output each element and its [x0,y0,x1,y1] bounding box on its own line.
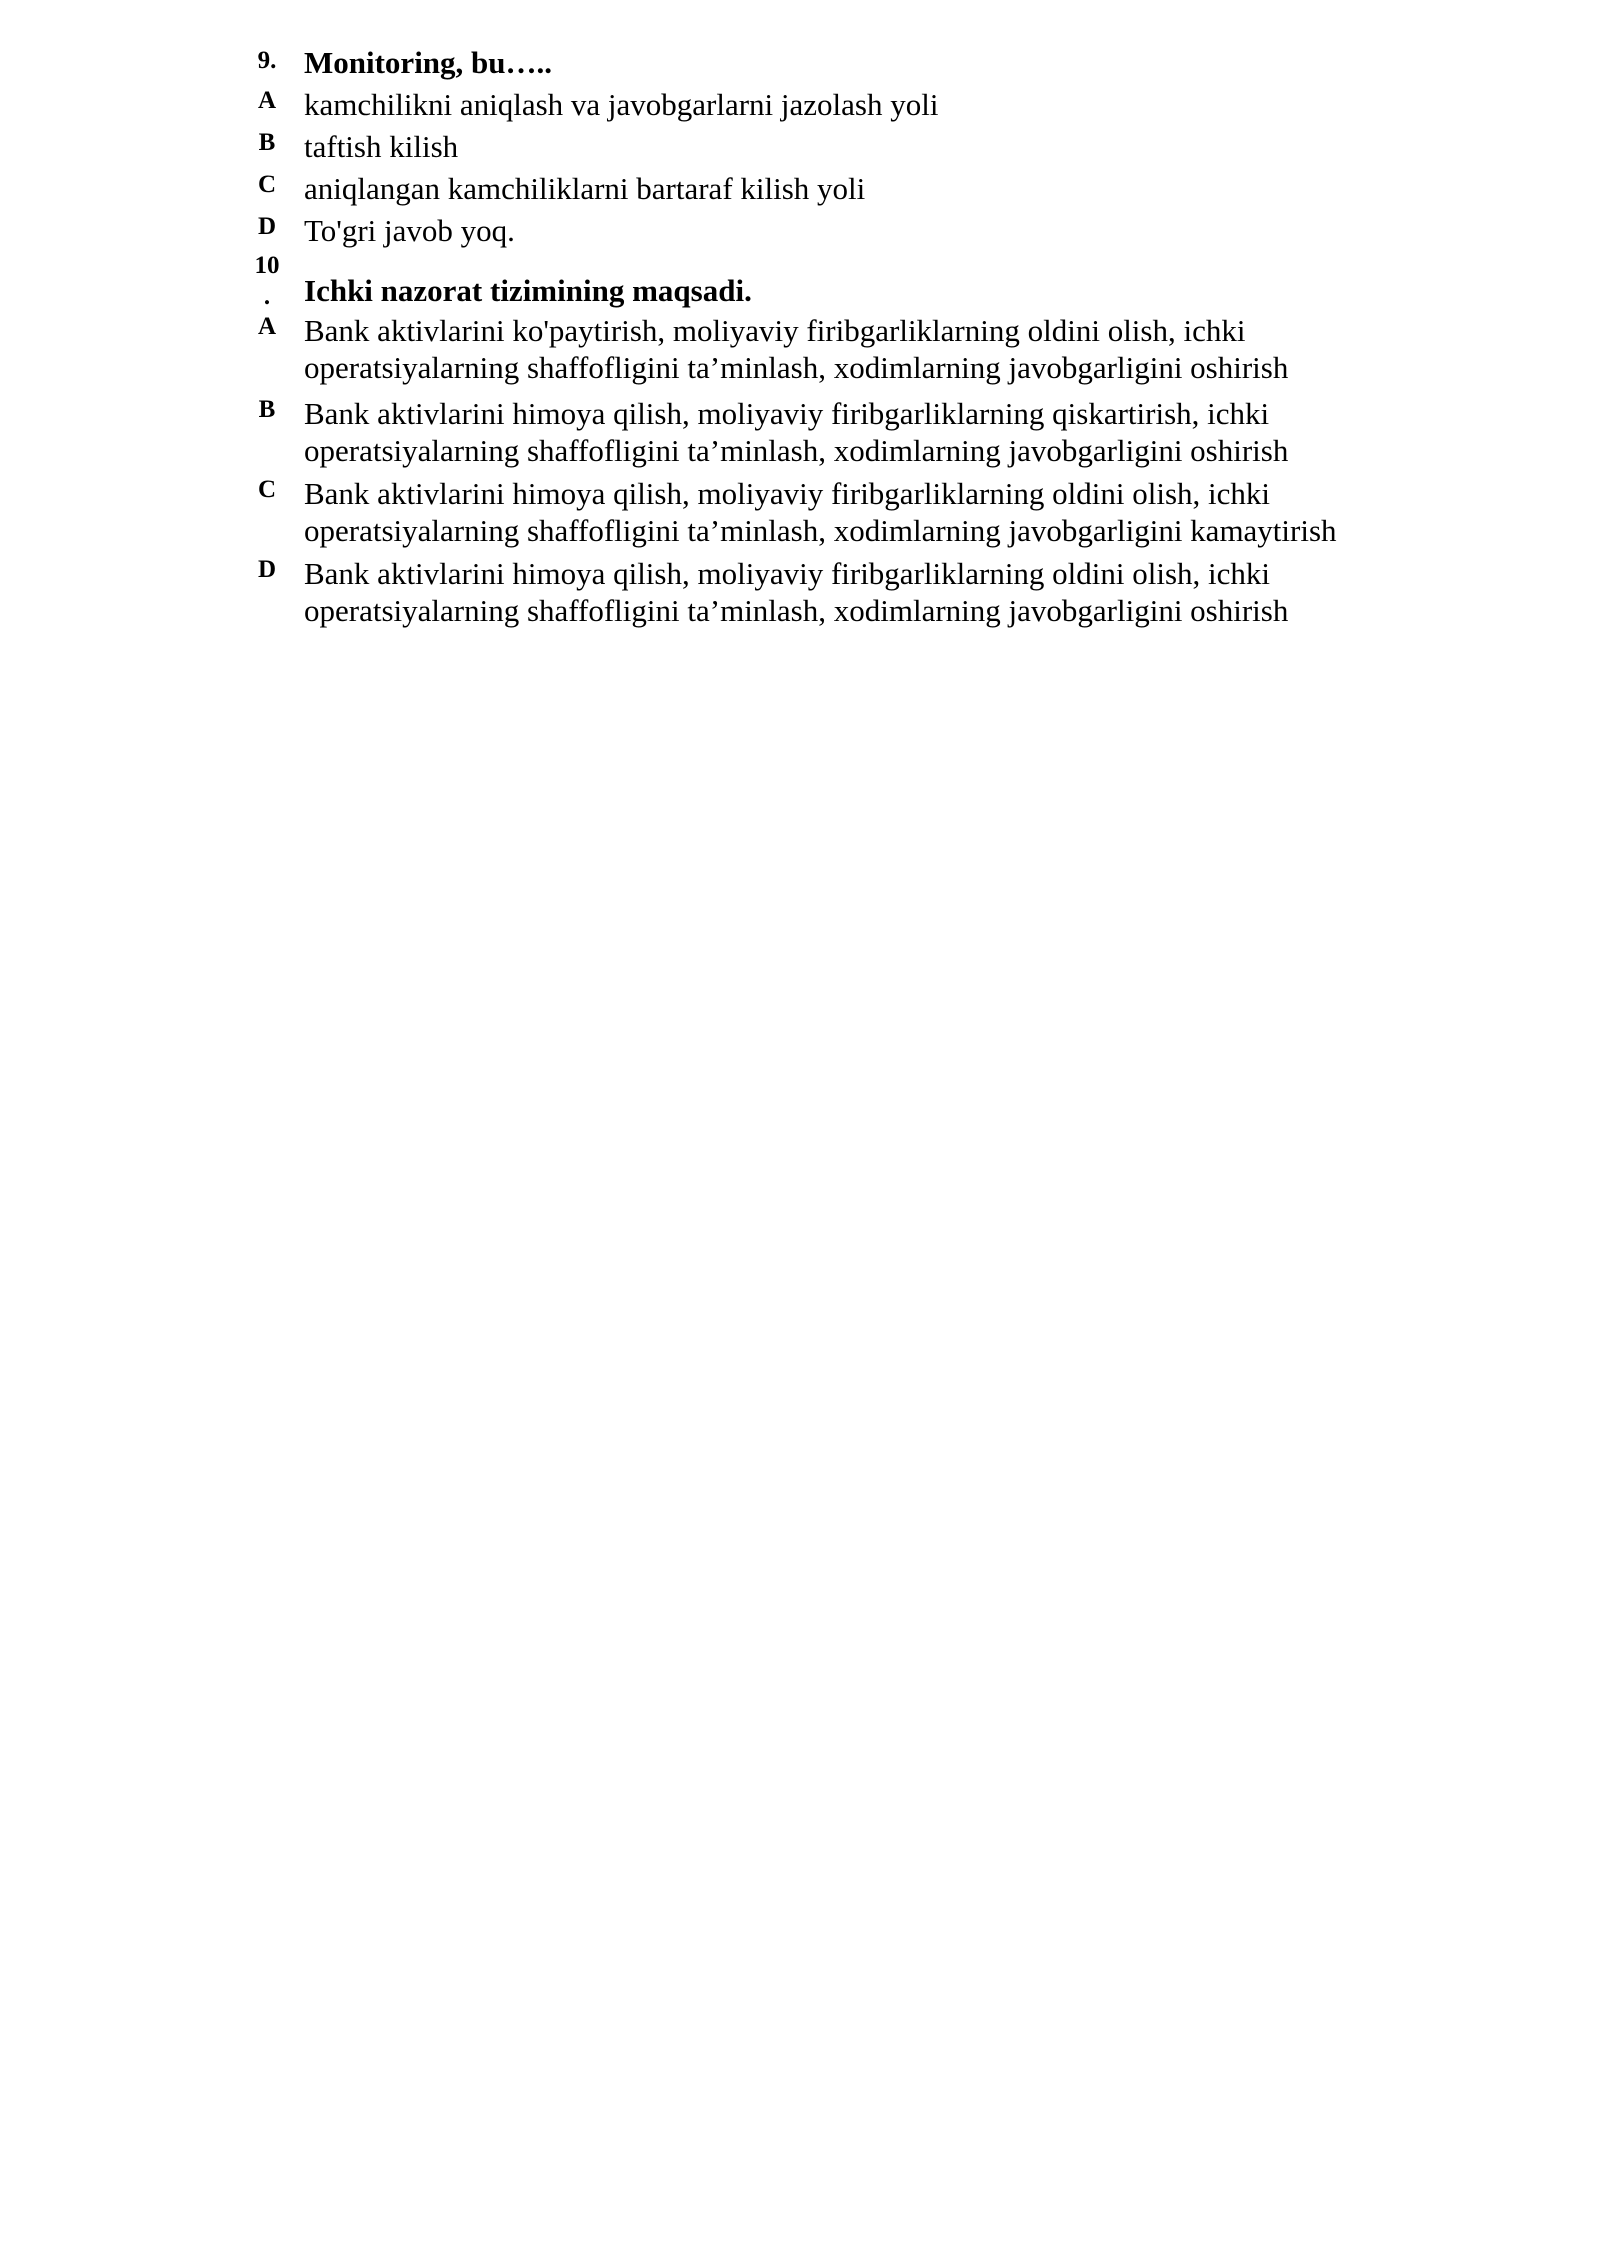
option-label: B [258,129,276,156]
option-text: Bank aktivlarini himoya qilish, moliyaviy firibgarliklarning oldini olish, ichki operatsiyalarning shaffofligini ta’minlash, xodimlarning javobgarligini kamaytirish [304,476,1337,548]
answer-option-a [230,312,1380,386]
option-text: aniqlangan kamchiliklarni bartaraf kilish yoli [304,171,866,206]
question-number: 10 . [254,252,280,310]
answer-option-b [230,395,1380,469]
question-9 [230,44,1380,249]
question-stem [230,44,1380,81]
option-label: C [257,476,277,503]
question-text: Monitoring, bu….. [304,45,553,80]
option-text: Bank aktivlarini ko'paytirish, moliyaviy firibgarliklarning oldini olish, ichki operatsiyalarning shaffofligini ta’minlash, xodimlarning javobgarligini oshirish [304,313,1289,385]
option-label: A [257,313,277,340]
option-label: D [257,213,277,240]
answer-option-d [230,212,1380,249]
answer-option-b [230,128,1380,165]
option-label: A [257,87,277,114]
option-label: C [257,171,277,198]
question-stem [230,250,1380,312]
option-text: Bank aktivlarini himoya qilish, moliyaviy firibgarliklarning oldini olish, ichki operatsiyalarning shaffofligini ta’minlash, xodimlarning javobgarligini oshirish [304,556,1289,628]
option-text: kamchilikni aniqlash va javobgarlarni jazolash yoli [304,87,939,122]
option-text: To'gri javob yoq. [304,213,515,248]
answer-option-a [230,86,1380,123]
option-label: B [258,396,276,423]
option-text: Bank aktivlarini himoya qilish, moliyaviy firibgarliklarning qiskartirish, ichki operatsiyalarning shaffofligini ta’minlash, xodimlarning javobgarligini oshirish [304,396,1289,468]
question-text: Ichki nazorat tizimining maqsadi. [304,273,752,308]
option-text: taftish kilish [304,129,459,164]
question-10 [230,250,1380,629]
answer-option-c [230,170,1380,207]
answer-option-c [230,475,1380,549]
option-label: D [257,556,277,583]
answer-option-d [230,555,1380,629]
question-number: 9. [257,47,277,74]
